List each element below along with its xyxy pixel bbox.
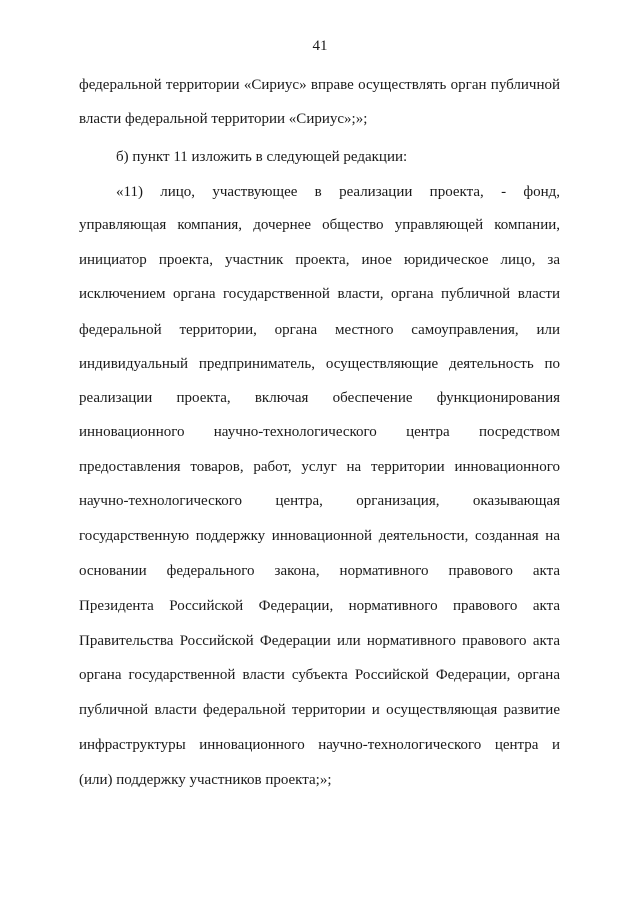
text-line: исключением органа государственной власти, органа публичной власти <box>79 286 560 302</box>
text-line: научно-технологического центра, организация, оказывающая <box>79 493 560 509</box>
text-line: «11) лицо, участвующее в реализации проекта, - фонд, <box>116 184 560 200</box>
text-line: предоставления товаров, работ, услуг на территории инновационного <box>79 459 560 475</box>
text-line: Президента Российской Федерации, нормативного правового акта <box>79 598 560 614</box>
text-line: (или) поддержку участников проекта;»; <box>79 772 332 788</box>
text-line: федеральной территории, органа местного самоуправления, или <box>79 322 560 338</box>
text-line: реализации проекта, включая обеспечение функционирования <box>79 390 560 406</box>
page-number: 41 <box>312 38 328 54</box>
text-line: публичной власти федеральной территории и осуществляющая развитие <box>79 702 560 718</box>
text-line: органа государственной власти субъекта Российской Федерации, органа <box>79 667 560 683</box>
text-line: государственную поддержку инновационной деятельности, созданная на <box>79 528 560 544</box>
text-line: основании федерального закона, нормативного правового акта <box>79 563 560 579</box>
text-line: инновационного научно-технологического центра посредством <box>79 424 560 440</box>
text-line: Правительства Российской Федерации или нормативного правового акта <box>79 633 560 649</box>
text-line: инициатор проекта, участник проекта, иное юридическое лицо, за <box>79 252 560 268</box>
text-line: индивидуальный предприниматель, осуществляющие деятельность по <box>79 356 560 372</box>
text-line: федеральной территории «Сириус» вправе осуществлять орган публичной <box>79 77 560 93</box>
text-line: власти федеральной территории «Сириус»;»; <box>79 111 368 127</box>
text-line: б) пункт 11 изложить в следующей редакции: <box>116 149 408 165</box>
text-line: управляющая компания, дочернее общество управляющей компании, <box>79 217 560 233</box>
text-line: инфраструктуры инновационного научно-технологического центра и <box>79 737 560 753</box>
